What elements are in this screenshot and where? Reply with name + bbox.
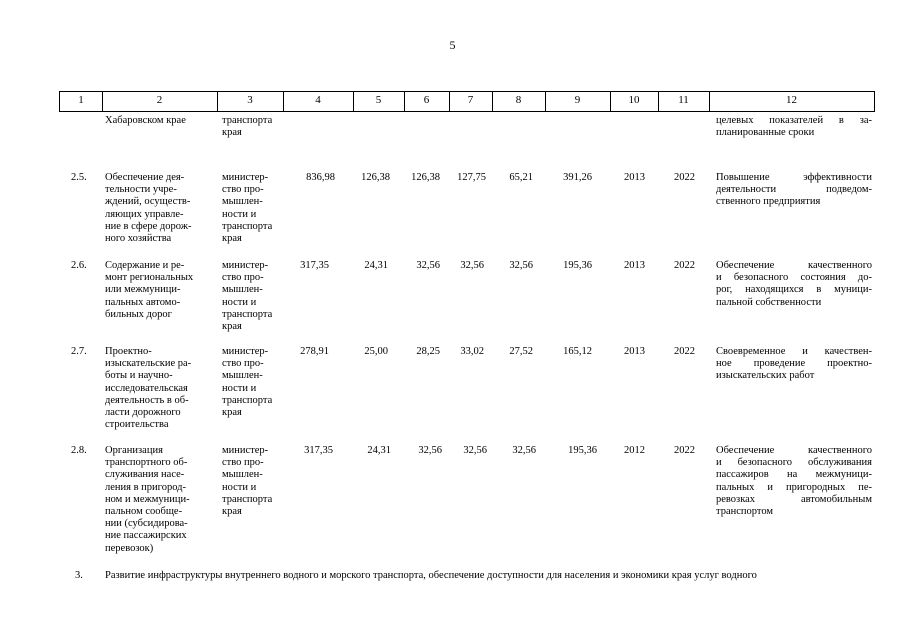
row-result: Повышение эффективности деятельности подведом- ственного предприятия [716, 172, 872, 208]
header-col-9: 9 [574, 94, 581, 106]
header-col-6: 6 [423, 94, 430, 106]
row-start-year: 2013 [624, 172, 645, 183]
row-end-year: 2022 [674, 346, 695, 357]
header-col-2: 2 [156, 94, 163, 106]
page-number: 5 [449, 38, 456, 52]
row-end-year: 2022 [674, 445, 695, 456]
row-value-col9: 195,36 [568, 445, 597, 456]
row-value-col4: 317,35 [300, 260, 329, 271]
row-value-col9: 165,12 [563, 346, 592, 357]
row-value-col4: 836,98 [306, 172, 335, 183]
row-value-col7: 32,56 [460, 260, 484, 271]
row-executor: министер- ство про- мышлен- ности и транспорта края [222, 172, 273, 245]
row-number: 2.7. [71, 346, 87, 357]
row-name: Обеспечение дея- тельности учре- ждений, осуществ- ляющих управле- ние в сфере дорож- ного хозяйства [105, 172, 192, 245]
row-number: 2.8. [71, 445, 87, 456]
row-value-col8: 65,21 [509, 172, 533, 183]
header-col-3: 3 [247, 94, 253, 106]
continuation-name: Хабаровском крае [105, 115, 186, 126]
row-value-col7: 32,56 [463, 445, 487, 456]
row-end-year: 2022 [674, 260, 695, 271]
row-value-col7: 33,02 [460, 346, 484, 357]
row-result: Своевременное и качествен- ное проведение проектно- изыскательских работ [716, 346, 872, 382]
row-start-year: 2013 [624, 260, 645, 271]
row-value-col4: 317,35 [304, 445, 333, 456]
row-value-col6: 32,56 [416, 260, 440, 271]
row-result: Обеспечение качественного и безопасного обслуживания пассажиров на межмуници- пальных и пригородных пе- ревозках автомобильным транспортом [716, 445, 872, 518]
header-col-1: 1 [78, 94, 84, 106]
row-name: Содержание и ре- монт региональных или межмуници- пальных автомо- бильных дорог [105, 260, 194, 320]
header-col-12: 12 [786, 94, 797, 106]
row-number: 2.5. [71, 172, 87, 183]
row-value-col5: 126,38 [361, 172, 390, 183]
continuation-result: целевых показателей в за- планированные сроки [716, 115, 872, 139]
row-value-col8: 27,52 [509, 346, 533, 357]
row-end-year: 2022 [674, 172, 695, 183]
row-value-col6: 32,56 [418, 445, 442, 456]
row-start-year: 2012 [624, 445, 645, 456]
row-result: Обеспечение качественного и безопасного состояния до- рог, находящихся в муници- пальной собственности [716, 260, 872, 308]
section-number: 3. [75, 570, 83, 581]
row-executor: министер- ство про- мышлен- ности и транспорта края [222, 260, 273, 333]
row-name: Организация транспортного об- служивания насе- ления в пригород- ном и межмуници- пальном сообще- нии (субсидирова- ние пассажирских перевозок) [105, 445, 190, 554]
row-executor: министер- ство про- мышлен- ности и транспорта края [222, 445, 273, 518]
section-title: Развитие инфраструктуры внутреннего водного и морского транспорта, обеспечение доступности для населения и экономики края услуг водного [105, 570, 757, 581]
row-value-col5: 25,00 [364, 346, 388, 357]
row-number: 2.6. [71, 260, 87, 271]
row-value-col9: 391,26 [563, 172, 592, 183]
header-col-5: 5 [375, 94, 382, 106]
table-header [59, 91, 875, 112]
continuation-executor: транспорта края [222, 115, 273, 139]
header-col-8: 8 [515, 94, 522, 106]
row-executor: министер- ство про- мышлен- ности и транспорта края [222, 346, 273, 419]
header-col-7: 7 [467, 94, 474, 106]
row-value-col5: 24,31 [367, 445, 391, 456]
row-value-col6: 28,25 [416, 346, 440, 357]
row-value-col9: 195,36 [563, 260, 592, 271]
header-col-10: 10 [628, 94, 640, 106]
row-name: Проектно- изыскательские ра- боты и научно- исследовательская деятельность в об- ласти дорожного строительства [105, 346, 192, 431]
header-col-11: 11 [678, 94, 689, 106]
row-value-col7: 127,75 [457, 172, 486, 183]
header-col-4: 4 [315, 94, 321, 106]
row-value-col6: 126,38 [411, 172, 440, 183]
row-start-year: 2013 [624, 346, 645, 357]
row-value-col4: 278,91 [300, 346, 329, 357]
row-value-col8: 32,56 [509, 260, 533, 271]
row-value-col5: 24,31 [364, 260, 388, 271]
row-value-col8: 32,56 [512, 445, 536, 456]
